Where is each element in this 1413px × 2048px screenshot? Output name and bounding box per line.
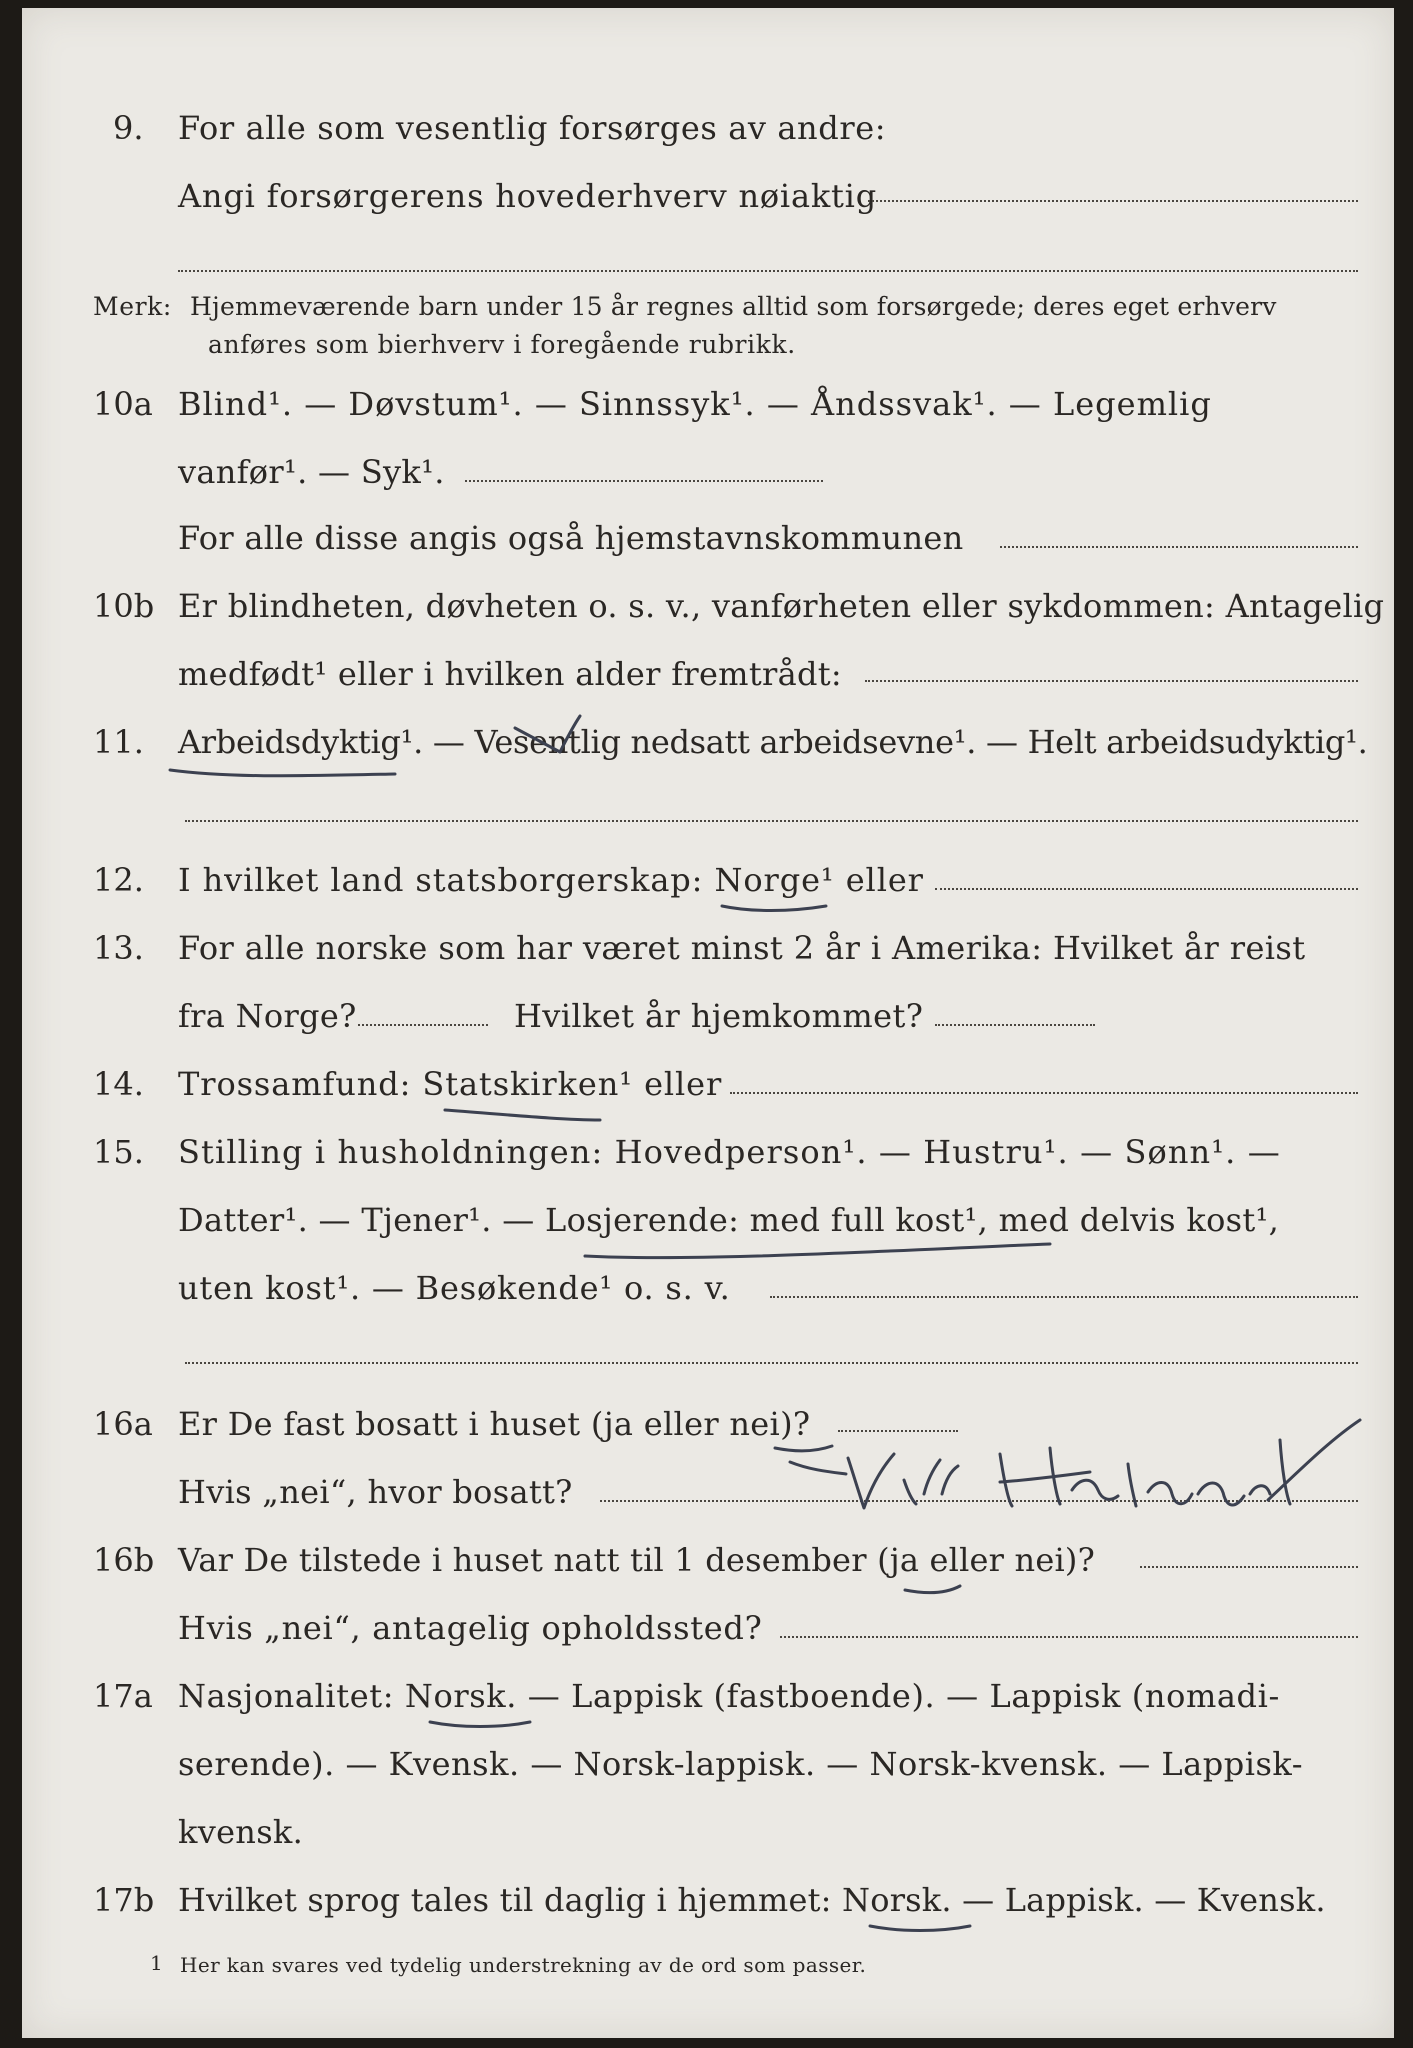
q10b-number: 10b [93,587,155,625]
signature-helgeland [1000,1420,1360,1506]
merk-label: Merk: [93,292,172,321]
q17a-text-1: Nasjonalitet: Norsk. — Lappisk (fastboende). — Lappisk (nomadi- [178,1677,1280,1715]
q15-text-3: uten kost¹. — Besøkende¹ o. s. v. [178,1269,731,1307]
q11-number: 11. [93,723,144,761]
q10b-text-2: medfødt¹ eller i hvilken alder fremtrådt: [178,655,842,693]
q12-number: 12. [93,861,144,899]
q17a-number: 17a [93,1677,153,1715]
check-mark [515,716,580,752]
q9-text-2: Angi forsørgerens hovederhverv nøiaktig [178,177,877,215]
q13-number: 13. [93,929,144,967]
q10a-text-2: vanfør¹. — Syk¹. [178,453,445,491]
q12-text-1: I hvilket land statsborgerskap: Norge¹ eller [178,861,924,899]
signature-vik [790,1454,958,1508]
q17a-text-3: kvensk. [178,1813,304,1851]
q17b-number: 17b [93,1881,155,1919]
footnote-text: Her kan svares ved tydelig understrekning av de ord som passer. [180,1953,867,1977]
q10a-text-1: Blind¹. — Døvstum¹. — Sinnssyk¹. — Åndssvak¹. — Legemlig [178,385,1212,423]
merk-text-1: Hjemmeværende barn under 15 år regnes alltid som forsørgede; deres eget erhverv [190,292,1277,321]
q15-text-2: Datter¹. — Tjener¹. — Losjerende: med full kost¹, med delvis kost¹, [178,1201,1280,1239]
q17a-text-2: serende). — Kvensk. — Norsk-lappisk. — Norsk-kvensk. — Lappisk- [178,1745,1304,1783]
q16b-text-2: Hvis „nei“, antagelig opholdssted? [178,1609,763,1647]
q10a-number: 10a [93,385,153,423]
q16a-number: 16a [93,1405,153,1443]
underline-losjerende [585,1244,1050,1258]
underline-ja [905,1586,960,1593]
q16a-text-2: Hvis „nei“, hvor bosatt? [178,1473,573,1511]
underline-nei [775,1446,832,1451]
q16b-text-1: Var De tilstede i huset natt til 1 desember (ja eller nei)? [178,1541,1095,1579]
q16b-number: 16b [93,1541,155,1579]
q17b-text-1: Hvilket sprog tales til daglig i hjemmet: Norsk. — Lappisk. — Kvensk. [178,1881,1326,1919]
footnote-mark: 1 [150,1951,164,1975]
underline-statskirken [445,1110,600,1120]
underline-norge [722,906,826,911]
q11-text-1: Arbeidsdyktig¹. — Vesentlig nedsatt arbeidsevne¹. — Helt arbeidsudyktig¹. [178,723,1368,761]
q13-text-2a: fra Norge? [178,997,357,1035]
q14-text-1: Trossamfund: Statskirken¹ eller [178,1065,723,1103]
q13-text-1: For alle norske som har været minst 2 år i Amerika: Hvilket år reist [178,929,1306,967]
underline-norsk-17a [430,1722,530,1727]
q15-number: 15. [93,1133,144,1171]
underline-arbeidsdyktig [170,770,395,776]
q9-number: 9. [113,109,144,147]
q9-text-1: For alle som vesentlig forsørges av andre: [178,109,887,147]
q14-number: 14. [93,1065,144,1103]
q10a-text-3: For alle disse angis også hjemstavnskommunen [178,519,964,557]
q10b-text-1: Er blindheten, døvheten o. s. v., vanførheten eller sykdommen: Antagelig [178,587,1385,625]
q13-text-2b: Hvilket år hjemkommet? [514,997,924,1035]
merk-text-2: anføres som bierhverv i foregående rubrikk. [208,330,796,359]
underline-norsk-17b [870,1926,970,1931]
q16a-text-1: Er De fast bosatt i huset (ja eller nei)? [178,1405,811,1443]
q15-text-1: Stilling i husholdningen: Hovedperson¹. — Hustru¹. — Sønn¹. — [178,1133,1281,1171]
